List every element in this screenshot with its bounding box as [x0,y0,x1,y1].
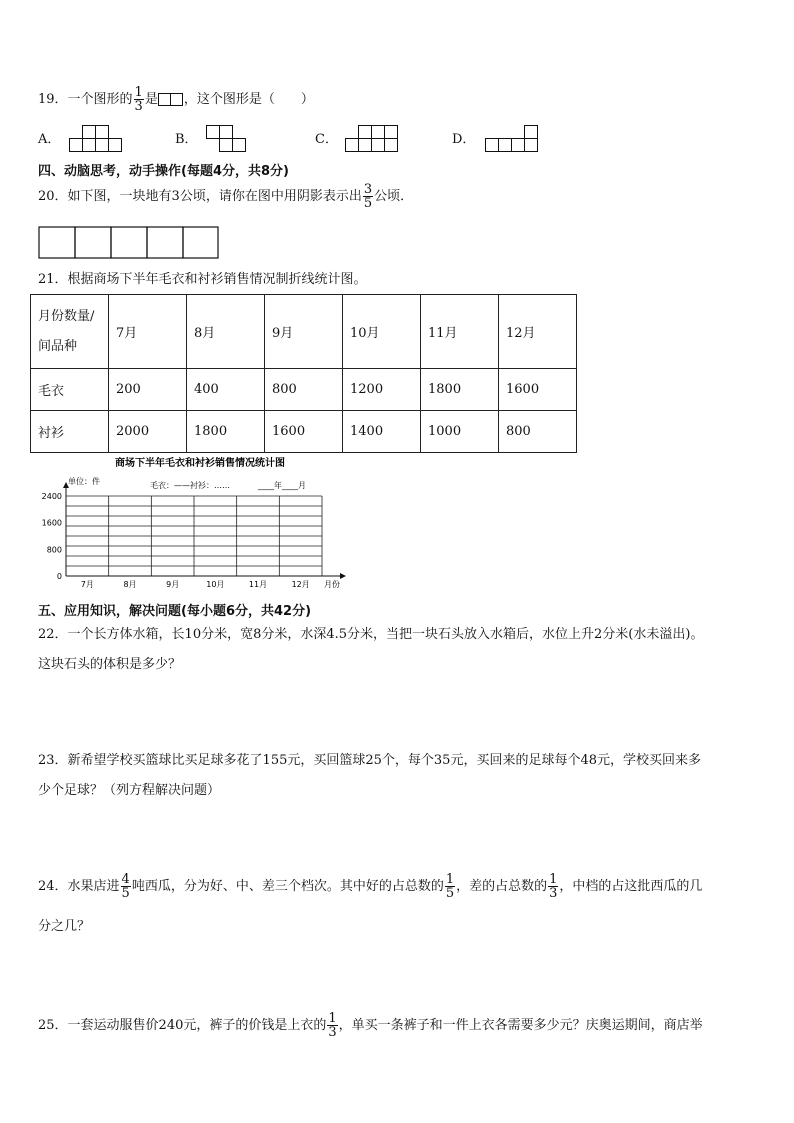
q24-text: ，差的占总数的 [456,879,548,894]
chart-legend-sweater: 毛衣：—— [150,481,190,490]
q24-line2: 分之几？ [38,919,91,934]
q20-stem [38,183,413,210]
row-label: 毛衣 [31,369,109,411]
column-header: 12月 [499,295,577,369]
q22-line1: 22．一个长方体水箱，长10分米，宽8分米，水深4.5分米，当把一块石头放入水箱后，水位上升2分米(水未溢出)。 [38,627,704,642]
chart-date-label: ____年____月 [258,481,306,490]
q20-suffix: 公顷． [374,189,414,204]
q23-line1: 23．新希望学校买篮球比买足球多花了155元，买回篮球25个，每个35元，买回来的足球每个48元，学校买回来多 [38,753,701,768]
x-tick-label: 12月 [291,580,310,589]
fraction-numerator: 1 [134,85,143,100]
table-cell: 200 [109,369,187,411]
q24-text: 吨西瓜，分为好、中、差三个档次。其中好的占总数的 [131,879,444,894]
fraction-denominator: 5 [121,886,130,901]
table-cell: 1600 [265,411,343,453]
chart-unit-label: 单位：件 [68,477,100,486]
option-a-label: A． [38,132,61,147]
column-header: 11月 [421,295,499,369]
q25-line1 [38,1012,703,1039]
q23-line2: 少个足球？（列方程解决问题） [38,783,221,798]
fraction [327,1012,337,1039]
q20-prefix: 20．如下图，一块地有3公顷，请你在图中用阴影表示出 [38,189,362,204]
y-tick-label: 0 [56,572,62,581]
x-tick-label: 8月 [123,580,137,589]
q24-text: 24．水果店进 [38,879,120,894]
corner-header-bottom: 间品种 [38,338,78,354]
table-cell: 400 [187,369,265,411]
corner-header-top: 月份数量/ [38,308,95,324]
row-label: 衬衫 [31,411,109,453]
q24-text: ，中档的占这批西瓜的几 [559,879,703,894]
table-cell: 1800 [421,369,499,411]
q25-text: 25．一套运动服售价240元，裤子的价钱是上衣的 [38,1018,327,1033]
column-header: 9月 [265,295,343,369]
y-tick-label: 2400 [41,492,62,501]
y-tick-label: 800 [46,545,62,555]
section-4-heading: 四、动脑思考，动手操作(每题4分，共8分) [38,164,289,179]
option-d-label: D． [452,132,476,147]
x-axis-unit-label: 月份 [324,580,340,589]
fraction-denominator: 5 [363,196,373,211]
fraction [121,873,131,900]
column-header: 8月 [187,295,265,369]
table-cell: 1600 [499,369,577,411]
option-b-shape-icon [205,124,250,154]
column-header: 7月 [109,295,187,369]
x-axis-arrow-icon [340,573,346,579]
table-cell: 1400 [343,411,421,453]
fraction-numerator: 1 [328,1011,337,1026]
table-cell: 800 [499,411,577,453]
two-cell-shape-icon [158,93,184,107]
q22-line2: 这块石头的体积是多少？ [38,657,182,672]
fraction [548,873,558,900]
line-chart [30,452,360,594]
option-a-shape-icon [68,124,128,154]
fraction-denominator: 5 [445,886,455,901]
x-tick-label: 10月 [206,580,225,589]
fraction-numerator: 1 [549,872,558,887]
sales-table [30,294,577,453]
chart-title: 商场下半年毛衣和衬衫销售情况统计图 [115,458,285,469]
option-b-label: B． [175,132,198,147]
option-c-shape-icon [344,124,404,154]
q21-stem: 21．根据商场下半年毛衣和衬衫销售情况制折线统计图。 [38,272,367,287]
fraction [134,86,144,113]
q24-line1 [38,873,702,900]
y-tick-label: 1600 [41,518,62,528]
fraction-numerator: 4 [121,872,130,887]
section-5-heading: 五、应用知识，解决问题(每小题6分，共42分) [38,604,312,619]
table-cell: 1000 [421,411,499,453]
q19-prefix: 19．一个图形的 [38,92,133,107]
q25-text: ，单买一条裤子和一件上衣各需要多少元？庆奥运期间，商店举 [338,1018,703,1033]
table-cell: 1800 [187,411,265,453]
fraction [363,183,373,210]
x-tick-label: 11月 [248,580,268,589]
option-c-label: C． [315,132,338,147]
fraction-denominator: 3 [134,99,143,114]
fraction-numerator: 3 [363,182,373,197]
q19-mid: 是 [144,92,158,107]
table-cell: 800 [265,369,343,411]
table-cell: 2000 [109,411,187,453]
q20-land-grid[interactable] [38,226,220,260]
q19-suffix: ，这个图形是（ ） [183,92,314,107]
column-header: 10月 [343,295,421,369]
table-row [31,369,577,411]
table-cell: 1200 [343,369,421,411]
fraction-denominator: 3 [549,886,558,901]
fraction-denominator: 3 [328,1025,337,1040]
table-header-row [31,295,577,369]
option-d-shape-icon [482,124,542,154]
fraction-numerator: 1 [445,872,455,887]
table-row [31,411,577,453]
fraction [445,873,455,900]
chart-legend-shirt: 衬衫：…… [190,481,230,490]
table-corner-header [31,295,109,369]
x-tick-label: 7月 [80,580,94,589]
q19-stem [38,86,314,113]
x-tick-label: 9月 [166,580,180,589]
